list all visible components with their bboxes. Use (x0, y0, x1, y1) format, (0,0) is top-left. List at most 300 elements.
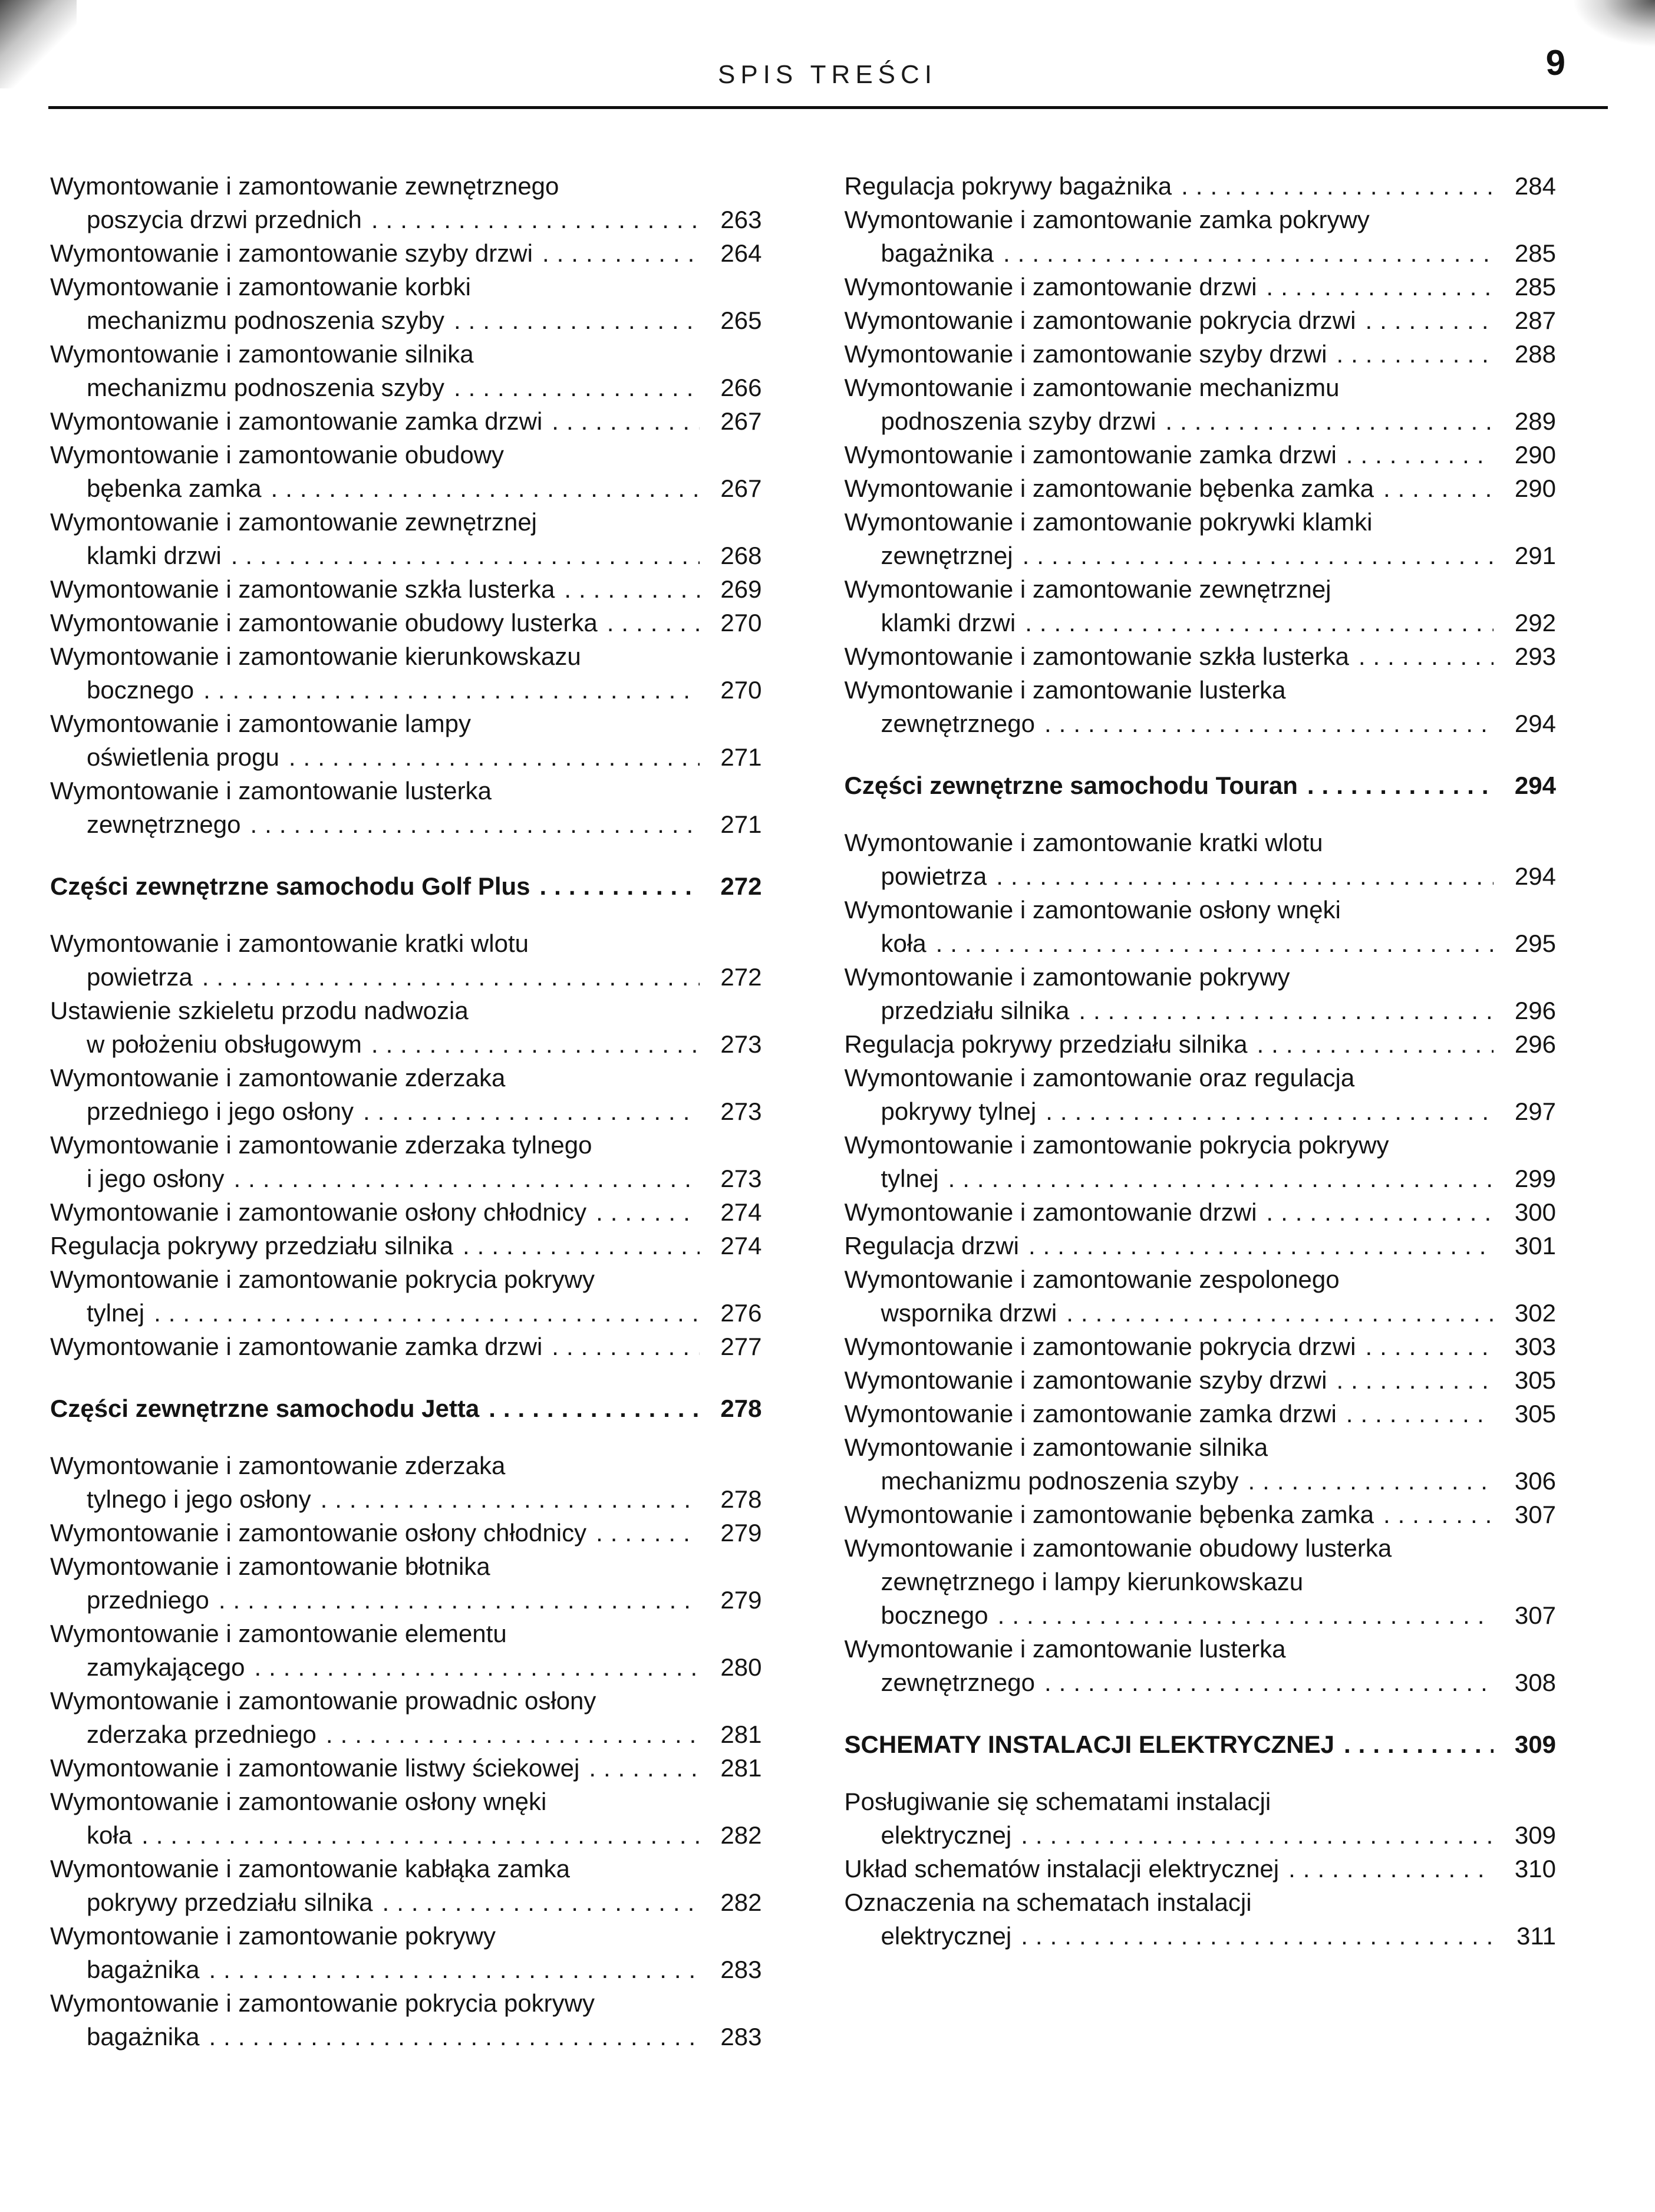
entry-page-number: 303 (1514, 1333, 1556, 1360)
entry-line (845, 1195, 1557, 1229)
entry-text: pokrywy tylnej (881, 1097, 1037, 1125)
toc-entry (845, 572, 1557, 639)
dot-leader (454, 304, 700, 337)
dot-leader (1025, 606, 1494, 639)
entry-line (845, 270, 1557, 304)
entry-text: zewnętrznego (881, 1669, 1035, 1696)
dot-leader (596, 1195, 699, 1229)
entry-line (50, 1818, 762, 1852)
entry-page-number: 282 (720, 1888, 762, 1916)
entry-text: Regulacja drzwi (844, 1232, 1019, 1260)
entry-text: oświetlenia progu (87, 743, 279, 771)
dot-leader (1046, 1095, 1494, 1128)
dot-leader (363, 1095, 700, 1128)
entry-page-number: 268 (720, 542, 762, 569)
toc-entry (50, 606, 762, 639)
entry-text: Wymontowanie i zamontowanie osłony chłodnicy (50, 1198, 587, 1226)
entry-line (50, 404, 762, 438)
entry-line: Ustawienie szkieletu przodu nadwozia (50, 997, 469, 1024)
dot-leader (552, 1330, 699, 1363)
entry-text: Wymontowanie i zamontowanie drzwi (844, 1198, 1257, 1226)
entry-line: Wymontowanie i zamontowanie lusterka (844, 1635, 1286, 1663)
entry-line: Wymontowanie i zamontowanie silnika (50, 340, 474, 368)
dot-leader (1165, 404, 1494, 438)
entry-page-number: 272 (720, 963, 762, 991)
toc-entry (845, 826, 1557, 893)
entry-text: bocznego (881, 1601, 988, 1629)
entry-text: powietrza (881, 862, 987, 890)
entry-page-number: 299 (1514, 1165, 1556, 1192)
entry-line (50, 1751, 762, 1785)
entry-text: Regulacja pokrywy przedziału silnika (50, 1232, 453, 1260)
toc-entry (845, 1397, 1557, 1430)
toc-entry (845, 1363, 1557, 1397)
entry-line (845, 404, 1557, 438)
entry-page-number: 293 (1514, 642, 1556, 670)
entry-line (845, 169, 1557, 203)
entry-line (50, 539, 762, 572)
toc-entry (50, 1919, 762, 1986)
entry-line (845, 1728, 1557, 1761)
entry-page-number: 273 (720, 1165, 762, 1192)
entry-line (845, 606, 1557, 639)
entry-text: bębenka zamka (87, 474, 262, 502)
entry-text: klamki drzwi (87, 542, 222, 569)
entry-line (845, 1666, 1557, 1699)
toc-entry (50, 994, 762, 1061)
entry-page-number: 288 (1514, 340, 1556, 368)
entry-text: Wymontowanie i zamontowanie drzwi (844, 273, 1257, 301)
entry-text: Układ schematów instalacji elektrycznej (844, 1855, 1280, 1883)
dot-leader (1346, 1397, 1494, 1430)
toc-entry (845, 438, 1557, 472)
page-header (0, 0, 1655, 109)
toc-entry (845, 203, 1557, 270)
toc-entry (845, 1430, 1557, 1498)
entry-line: Wymontowanie i zamontowanie pokrywy (844, 963, 1290, 991)
toc-entry (845, 304, 1557, 337)
dot-leader (1307, 769, 1494, 802)
entry-page-number: 307 (1514, 1501, 1556, 1528)
dot-leader (1079, 994, 1494, 1027)
entry-line (50, 960, 762, 994)
dot-leader (996, 859, 1494, 893)
toc-entry (50, 1330, 762, 1363)
dot-leader (1181, 169, 1494, 203)
dot-leader (219, 1583, 700, 1617)
toc-entry (50, 927, 762, 994)
entry-page-number: 289 (1514, 407, 1556, 435)
entry-text: Wymontowanie i zamontowanie szkła lusterka (50, 575, 555, 603)
entry-line (50, 1482, 762, 1516)
toc-column-left (50, 169, 762, 2053)
entry-page-number: 294 (1514, 710, 1556, 737)
entry-page-number: 278 (720, 1395, 762, 1422)
entry-text: Wymontowanie i zamontowanie szyby drzwi (844, 1366, 1327, 1394)
toc-entry (845, 337, 1557, 371)
entry-line (845, 859, 1557, 893)
entry-line (50, 1516, 762, 1550)
entry-text: Wymontowanie i zamontowanie listwy ściekowej (50, 1754, 580, 1782)
entry-page-number: 295 (1514, 929, 1556, 957)
entry-line (845, 539, 1557, 572)
dot-leader (1336, 337, 1494, 371)
entry-page-number: 305 (1514, 1400, 1556, 1428)
entry-line (50, 1392, 762, 1425)
entry-line: Wymontowanie i zamontowanie oraz regulacja (844, 1064, 1355, 1092)
toc-entry (845, 1027, 1557, 1061)
entry-text: Wymontowanie i zamontowanie zamka drzwi (50, 1333, 543, 1360)
entry-line: Oznaczenia na schematach instalacji (844, 1888, 1252, 1916)
toc-entry (845, 472, 1557, 505)
toc-entry (50, 404, 762, 438)
entry-line: Wymontowanie i zamontowanie osłony wnęki (50, 1788, 547, 1815)
entry-page-number: 309 (1514, 1730, 1556, 1758)
entry-text: mechanizmu podnoszenia szyby (881, 1467, 1239, 1495)
dot-leader (141, 1818, 699, 1852)
toc-entry (845, 1262, 1557, 1330)
entry-line (50, 472, 762, 505)
dot-leader (454, 371, 700, 404)
entry-line (845, 769, 1557, 802)
dot-leader (209, 2020, 699, 2053)
entry-line (50, 1229, 762, 1262)
entry-line: Wymontowanie i zamontowanie pokrycia pokrywy (50, 1265, 595, 1293)
toc-section-heading (845, 1728, 1557, 1761)
entry-text: Wymontowanie i zamontowanie bębenka zamka (844, 474, 1374, 502)
entry-text: zamykającego (87, 1653, 245, 1681)
dot-leader (596, 1516, 699, 1550)
toc-entry (845, 1632, 1557, 1699)
dot-leader (1344, 1728, 1494, 1761)
entry-line (50, 371, 762, 404)
dot-leader (1028, 1229, 1494, 1262)
toc-entry (845, 673, 1557, 740)
entry-page-number: 269 (720, 575, 762, 603)
dot-leader (607, 606, 700, 639)
entry-line: Wymontowanie i zamontowanie obudowy (50, 441, 505, 469)
toc-entry (845, 639, 1557, 673)
entry-line: Wymontowanie i zamontowanie błotnika (50, 1552, 490, 1580)
entry-line: Wymontowanie i zamontowanie pokrywki klamki (844, 508, 1373, 536)
entry-page-number: 285 (1514, 239, 1556, 267)
entry-text: SCHEMATY INSTALACJI ELEKTRYCZNEJ (844, 1730, 1335, 1758)
toc-entry (50, 1684, 762, 1751)
entry-line (845, 1397, 1557, 1430)
entry-text: tylnego i jego osłony (87, 1485, 311, 1513)
entry-page-number: 310 (1514, 1855, 1556, 1883)
entry-text: pokrywy przedziału silnika (87, 1888, 373, 1916)
entry-line: Wymontowanie i zamontowanie mechanizmu (844, 374, 1340, 401)
toc-section-heading (50, 869, 762, 903)
entry-line (50, 1717, 762, 1751)
toc-column-right (845, 169, 1557, 2053)
entry-text: poszycia drzwi przednich (87, 206, 362, 233)
dot-leader (1383, 1498, 1494, 1531)
dot-leader (371, 203, 700, 236)
dot-leader (1266, 270, 1494, 304)
dot-leader (936, 927, 1494, 960)
entry-line (50, 740, 762, 774)
entry-page-number: 308 (1514, 1669, 1556, 1696)
dot-leader (552, 404, 699, 438)
entry-page-number: 263 (720, 206, 762, 233)
entry-page-number: 292 (1514, 609, 1556, 637)
entry-line: Posługiwanie się schematami instalacji (844, 1788, 1271, 1815)
entry-line (50, 807, 762, 841)
entry-line (50, 572, 762, 606)
entry-line (50, 1195, 762, 1229)
dot-leader (589, 1751, 699, 1785)
dot-leader (1288, 1852, 1494, 1885)
toc-entry (50, 1785, 762, 1852)
toc-entry (845, 1330, 1557, 1363)
entry-line (845, 1498, 1557, 1531)
dot-leader (1023, 539, 1494, 572)
entry-page-number: 280 (720, 1653, 762, 1681)
entry-page-number: 274 (720, 1198, 762, 1226)
entry-page-number: 265 (720, 306, 762, 334)
toc-entry (845, 893, 1557, 960)
dot-leader (1383, 472, 1494, 505)
entry-page-number: 271 (720, 810, 762, 838)
toc-entry (845, 270, 1557, 304)
toc-entry (50, 169, 762, 236)
toc-entry (845, 1128, 1557, 1195)
toc-entry (50, 1262, 762, 1330)
toc-entry (50, 1229, 762, 1262)
entry-text: Wymontowanie i zamontowanie zamka drzwi (844, 1400, 1337, 1428)
dot-leader (1346, 438, 1494, 472)
entry-page-number: 273 (720, 1030, 762, 1058)
entry-line: Wymontowanie i zamontowanie zamka pokrywy (844, 206, 1370, 233)
dot-leader (1248, 1464, 1494, 1498)
entry-page-number: 283 (720, 1956, 762, 1983)
entry-page-number: 278 (720, 1485, 762, 1513)
toc-section-heading (845, 769, 1557, 802)
entry-page-number: 283 (720, 2023, 762, 2051)
entry-line: Wymontowanie i zamontowanie zespolonego (844, 1265, 1340, 1293)
entry-text: tylnej (87, 1299, 145, 1327)
dot-leader (321, 1482, 700, 1516)
entry-page-number: 281 (720, 1754, 762, 1782)
entry-text: Wymontowanie i zamontowanie pokrycia drzwi (844, 1333, 1356, 1360)
entry-line (845, 438, 1557, 472)
entry-line: Wymontowanie i zamontowanie zewnętrznej (50, 508, 538, 536)
toc-entry (50, 1128, 762, 1195)
entry-page-number: 266 (720, 374, 762, 401)
toc-entry (50, 1986, 762, 2053)
entry-page-number: 294 (1514, 772, 1556, 799)
toc-entry (845, 371, 1557, 438)
entry-line (845, 1095, 1557, 1128)
entry-line (50, 1953, 762, 1986)
toc-entry (50, 1550, 762, 1617)
toc-entry (50, 1061, 762, 1128)
dot-leader (1044, 707, 1494, 740)
toc-entry (845, 1498, 1557, 1531)
dot-leader (1336, 1363, 1494, 1397)
entry-page-number: 301 (1514, 1232, 1556, 1260)
entry-page-number: 290 (1514, 441, 1556, 469)
entry-text: Części zewnętrzne samochodu Touran (844, 772, 1298, 799)
dot-leader (233, 1162, 699, 1195)
entry-text: Części zewnętrzne samochodu Golf Plus (50, 872, 530, 900)
entry-text: Części zewnętrzne samochodu Jetta (50, 1395, 480, 1422)
entry-page-number: 309 (1514, 1821, 1556, 1849)
entry-text: zewnętrznego (881, 710, 1035, 737)
entry-line: Wymontowanie i zamontowanie zewnętrznej (844, 575, 1331, 603)
dot-leader (542, 236, 700, 270)
entry-line (845, 1027, 1557, 1061)
entry-line: Wymontowanie i zamontowanie lampy (50, 710, 471, 737)
entry-line: Wymontowanie i zamontowanie korbki (50, 273, 471, 301)
entry-text: koła (87, 1821, 133, 1849)
entry-page-number: 279 (720, 1519, 762, 1547)
entry-page-number: 287 (1514, 306, 1556, 334)
entry-line: Wymontowanie i zamontowanie kratki wlotu (844, 829, 1323, 856)
dot-leader (998, 1598, 1494, 1632)
entry-line: zewnętrznego i lampy kierunkowskazu (881, 1568, 1304, 1595)
entry-line (50, 1162, 762, 1195)
entry-line (50, 1095, 762, 1128)
dot-leader (1266, 1195, 1494, 1229)
entry-text: Wymontowanie i zamontowanie obudowy lusterka (50, 609, 598, 637)
dot-leader (250, 807, 700, 841)
entry-page-number: 264 (720, 239, 762, 267)
entry-text: bagażnika (87, 2023, 200, 2051)
entry-text: Wymontowanie i zamontowanie szkła lusterka (844, 642, 1349, 670)
entry-line (845, 927, 1557, 960)
dot-leader (209, 1953, 699, 1986)
toc-entry (50, 1516, 762, 1550)
toc-entry (50, 707, 762, 774)
entry-text: zewnętrznego (87, 810, 241, 838)
dot-leader (1359, 639, 1494, 673)
entry-line (845, 994, 1557, 1027)
entry-text: przedziału silnika (881, 997, 1070, 1024)
entry-text: powietrza (87, 963, 193, 991)
entry-line (845, 236, 1557, 270)
dot-leader (203, 673, 699, 707)
toc-entry (845, 960, 1557, 1027)
entry-page-number: 294 (1514, 862, 1556, 890)
entry-page-number: 297 (1514, 1097, 1556, 1125)
entry-page-number: 270 (720, 609, 762, 637)
entry-line (845, 337, 1557, 371)
entry-text: bocznego (87, 676, 194, 704)
entry-line (50, 869, 762, 903)
toc-entry (50, 1852, 762, 1919)
entry-page-number: 276 (720, 1299, 762, 1327)
dot-leader (564, 572, 699, 606)
entry-text: Regulacja pokrywy przedziału silnika (844, 1030, 1248, 1058)
entry-text: mechanizmu podnoszenia szyby (87, 374, 444, 401)
toc-entry (845, 1531, 1557, 1632)
dot-leader (1021, 1919, 1494, 1953)
entry-line (50, 1296, 762, 1330)
dot-leader (1003, 236, 1494, 270)
entry-page-number: 291 (1514, 542, 1556, 569)
entry-line: Wymontowanie i zamontowanie lusterka (844, 676, 1286, 704)
entry-line (845, 1464, 1557, 1498)
entry-text: Wymontowanie i zamontowanie pokrycia drzwi (844, 306, 1356, 334)
entry-page-number: 279 (720, 1586, 762, 1614)
entry-line: Wymontowanie i zamontowanie kabłąka zamka (50, 1855, 571, 1883)
entry-text: Wymontowanie i zamontowanie szyby drzwi (50, 239, 533, 267)
entry-text: klamki drzwi (881, 609, 1016, 637)
toc-entry (50, 1449, 762, 1516)
toc-entry (845, 1229, 1557, 1262)
entry-line (845, 304, 1557, 337)
dot-leader (540, 869, 700, 903)
dot-leader (383, 1885, 700, 1919)
entry-line (50, 1885, 762, 1919)
entry-text: podnoszenia szyby drzwi (881, 407, 1156, 435)
entry-line: Wymontowanie i zamontowanie osłony wnęki (844, 896, 1341, 924)
entry-text: Wymontowanie i zamontowanie bębenka zamka (844, 1501, 1374, 1528)
entry-line (845, 707, 1557, 740)
toc-entry (50, 438, 762, 505)
entry-page-number: 306 (1514, 1467, 1556, 1495)
entry-page-number: 302 (1514, 1299, 1556, 1327)
entry-page-number: 296 (1514, 1030, 1556, 1058)
toc-entry (50, 1195, 762, 1229)
entry-page-number: 273 (720, 1097, 762, 1125)
entry-line (845, 1296, 1557, 1330)
entry-line: Wymontowanie i zamontowanie elementu (50, 1620, 507, 1647)
entry-text: Regulacja pokrywy bagażnika (844, 172, 1172, 200)
entry-page-number: 311 (1516, 1922, 1556, 1950)
entry-page-number: 270 (720, 676, 762, 704)
dot-leader (202, 960, 700, 994)
entry-line: Wymontowanie i zamontowanie zderzaka (50, 1452, 506, 1479)
toc-entry (845, 1885, 1557, 1953)
toc-entry (50, 774, 762, 841)
dot-leader (1365, 1330, 1494, 1363)
toc-entry (845, 1061, 1557, 1128)
dot-leader (489, 1392, 699, 1425)
entry-page-number: 281 (720, 1720, 762, 1748)
toc-entry (50, 1751, 762, 1785)
entry-line: Wymontowanie i zamontowanie lusterka (50, 777, 492, 805)
entry-page-number: 284 (1514, 172, 1556, 200)
entry-line (50, 2020, 762, 2053)
entry-text: w położeniu obsługowym (87, 1030, 362, 1058)
dot-leader (1257, 1027, 1494, 1061)
entry-line: Wymontowanie i zamontowanie zewnętrznego (50, 172, 559, 200)
toc-entry (50, 236, 762, 270)
entry-text: zderzaka przedniego (87, 1720, 317, 1748)
entry-text: tylnej (881, 1165, 939, 1192)
entry-page-number: 272 (720, 872, 762, 900)
entry-line (845, 639, 1557, 673)
entry-text: wspornika drzwi (881, 1299, 1057, 1327)
entry-line (50, 673, 762, 707)
entry-line: Wymontowanie i zamontowanie kratki wlotu (50, 929, 529, 957)
entry-line (845, 1363, 1557, 1397)
dot-leader (231, 539, 700, 572)
entry-text: Wymontowanie i zamontowanie szyby drzwi (844, 340, 1327, 368)
entry-page-number: 290 (1514, 474, 1556, 502)
dot-leader (1021, 1818, 1494, 1852)
dot-leader (1066, 1296, 1494, 1330)
entry-line (845, 1818, 1557, 1852)
entry-page-number: 267 (720, 474, 762, 502)
entry-line: Wymontowanie i zamontowanie pokrycia pokrywy (50, 1989, 595, 2017)
toc-entry (845, 1785, 1557, 1852)
toc-title: SPIS TREŚCI (717, 60, 938, 89)
